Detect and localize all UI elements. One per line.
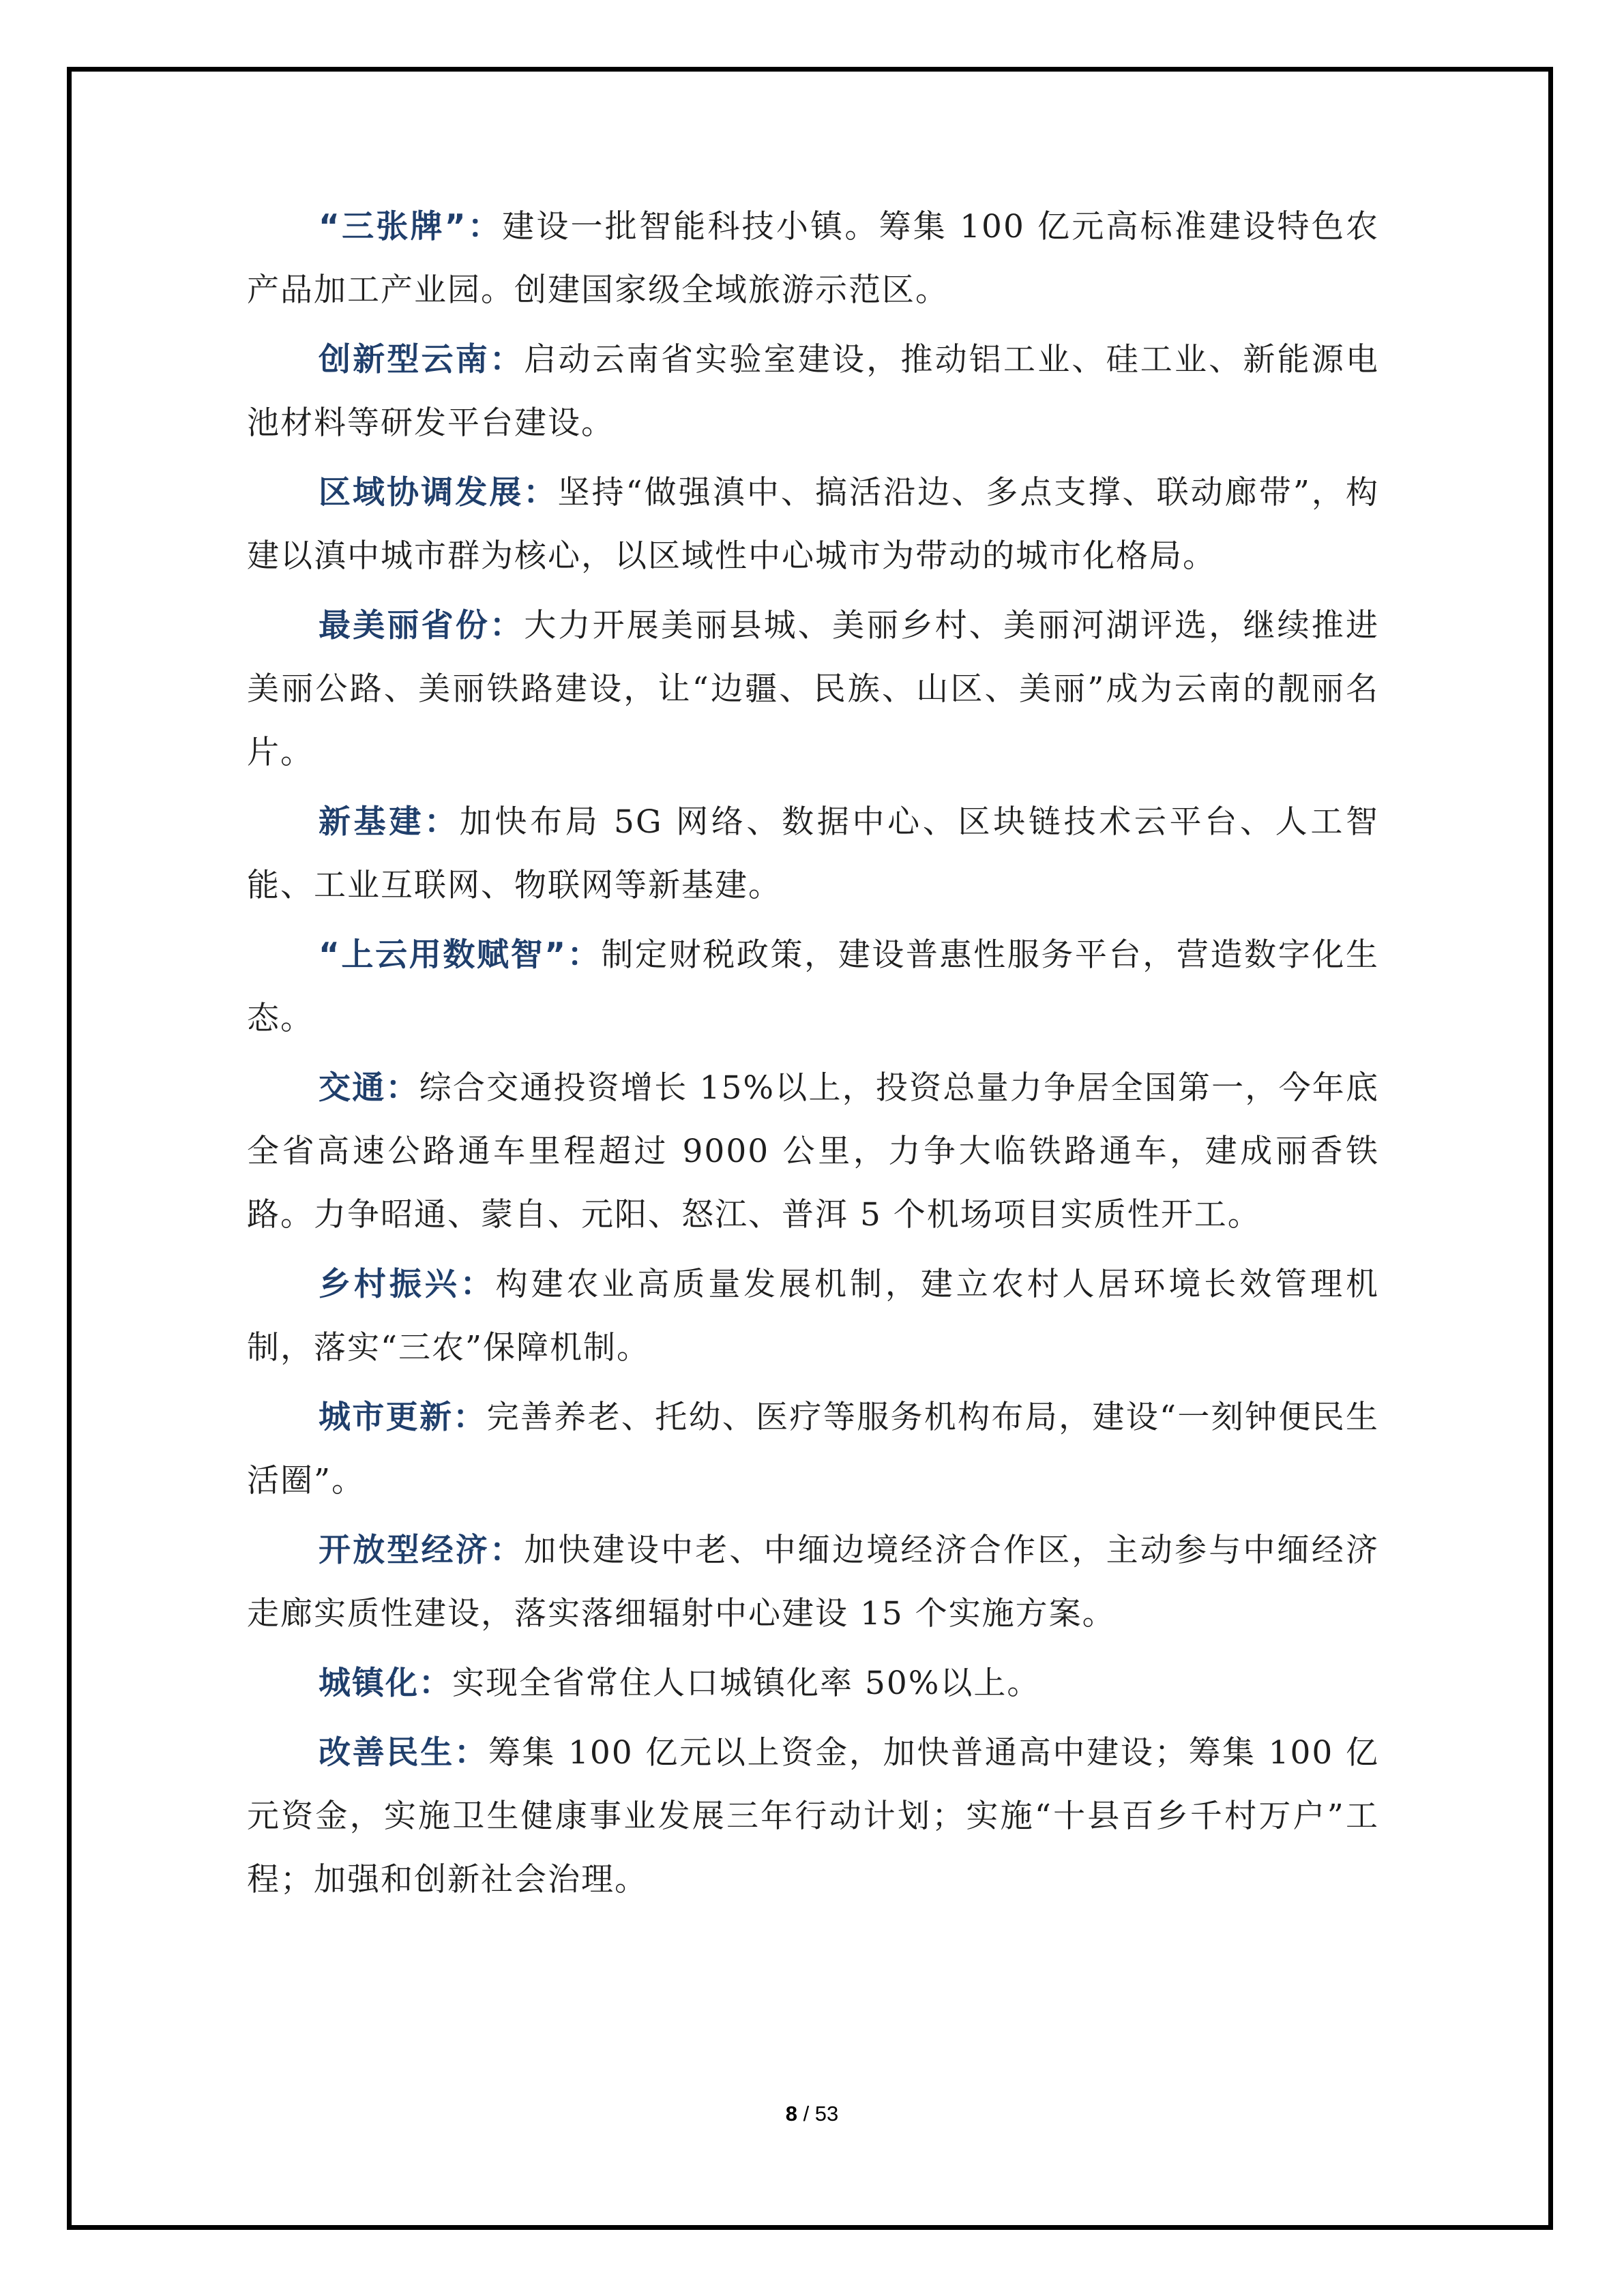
paragraph-text: 建设一批智能科技小镇。筹集 100 亿元高标准建设特色农产品加工产业园。创建国家级全域旅游示范区。 — [247, 208, 1379, 309]
paragraph-improve-livelihood — [247, 1721, 1379, 1911]
paragraph-text: 制定财税政策，建设普惠性服务平台，营造数字化生态。 — [247, 936, 1379, 1037]
paragraph-innovative-yunnan — [247, 328, 1379, 455]
paragraph-new-infrastructure — [247, 790, 1379, 917]
paragraph-keyword: 新基建： — [319, 803, 460, 841]
paragraph-keyword: “三张牌”： — [319, 208, 503, 245]
paragraph-keyword: 乡村振兴： — [319, 1266, 496, 1303]
paragraph-text: 综合交通投资增长 15%以上，投资总量力争居全国第一，今年底全省高速公路通车里程超过 9000 公里，力争大临铁路通车，建成丽香铁路。力争昭通、蒙自、元阳、怒江、普洱 5 个机场项目实质性开工。 — [247, 1069, 1380, 1234]
paragraph-keyword: 城市更新： — [319, 1399, 487, 1436]
paragraph-text: 加快布局 5G 网络、数据中心、区块链技术云平台、人工智能、工业互联网、物联网等新基建。 — [247, 803, 1380, 904]
paragraph-open-economy — [247, 1519, 1379, 1645]
paragraph-three-cards — [247, 195, 1379, 322]
document-body — [247, 195, 1379, 1918]
page-separator: / — [797, 2102, 815, 2126]
paragraph-urbanization — [247, 1652, 1379, 1715]
paragraph-keyword: 最美丽省份： — [319, 607, 525, 644]
page-number — [0, 2102, 1624, 2126]
paragraph-text: 大力开展美丽县城、美丽乡村、美丽河湖评选，继续推进美丽公路、美丽铁路建设，让“边疆、民族、山区、美丽”成为云南的靓丽名片。 — [247, 607, 1380, 771]
paragraph-regional-coordination — [247, 461, 1379, 588]
paragraph-text: 启动云南省实验室建设，推动铝工业、硅工业、新能源电池材料等研发平台建设。 — [247, 341, 1380, 442]
page-current: 8 — [785, 2102, 797, 2126]
paragraph-keyword: 开放型经济： — [319, 1532, 525, 1569]
paragraph-transportation — [247, 1056, 1379, 1247]
paragraph-text: 坚持“做强滇中、搞活沿边、多点支撑、联动廊带”，构建以滇中城市群为核心，以区域性中心城市为带动的城市化格局。 — [247, 474, 1379, 575]
paragraph-keyword: 改善民生： — [319, 1734, 488, 1772]
paragraph-text: 实现全省常住人口城镇化率 50%以上。 — [452, 1665, 1041, 1702]
paragraph-text: 完善养老、托幼、医疗等服务机构布局，建设“一刻钟便民生活圈”。 — [247, 1399, 1379, 1500]
paragraph-most-beautiful-province — [247, 594, 1379, 784]
paragraph-keyword: “上云用数赋智”： — [319, 936, 602, 974]
paragraph-keyword: 城镇化： — [319, 1665, 452, 1702]
paragraph-text: 构建农业高质量发展机制，建立农村人居环境长效管理机制，落实“三农”保障机制。 — [247, 1266, 1379, 1367]
paragraph-urban-renewal — [247, 1386, 1379, 1512]
paragraph-cloud-data — [247, 923, 1379, 1050]
paragraph-text: 筹集 100 亿元以上资金，加快普通高中建设；筹集 100 亿元资金，实施卫生健康事业发展三年行动计划；实施“十县百乡千村万户”工程；加强和创新社会治理。 — [247, 1734, 1379, 1898]
paragraph-keyword: 区域协调发展： — [319, 474, 558, 511]
paragraph-rural-revitalization — [247, 1253, 1379, 1380]
paragraph-text: 加快建设中老、中缅边境经济合作区，主动参与中缅经济走廊实质性建设，落实落细辐射中心建设 15 个实施方案。 — [247, 1532, 1380, 1632]
paragraph-keyword: 交通： — [319, 1069, 419, 1107]
page-total: 53 — [814, 2102, 839, 2126]
paragraph-keyword: 创新型云南： — [319, 341, 525, 378]
